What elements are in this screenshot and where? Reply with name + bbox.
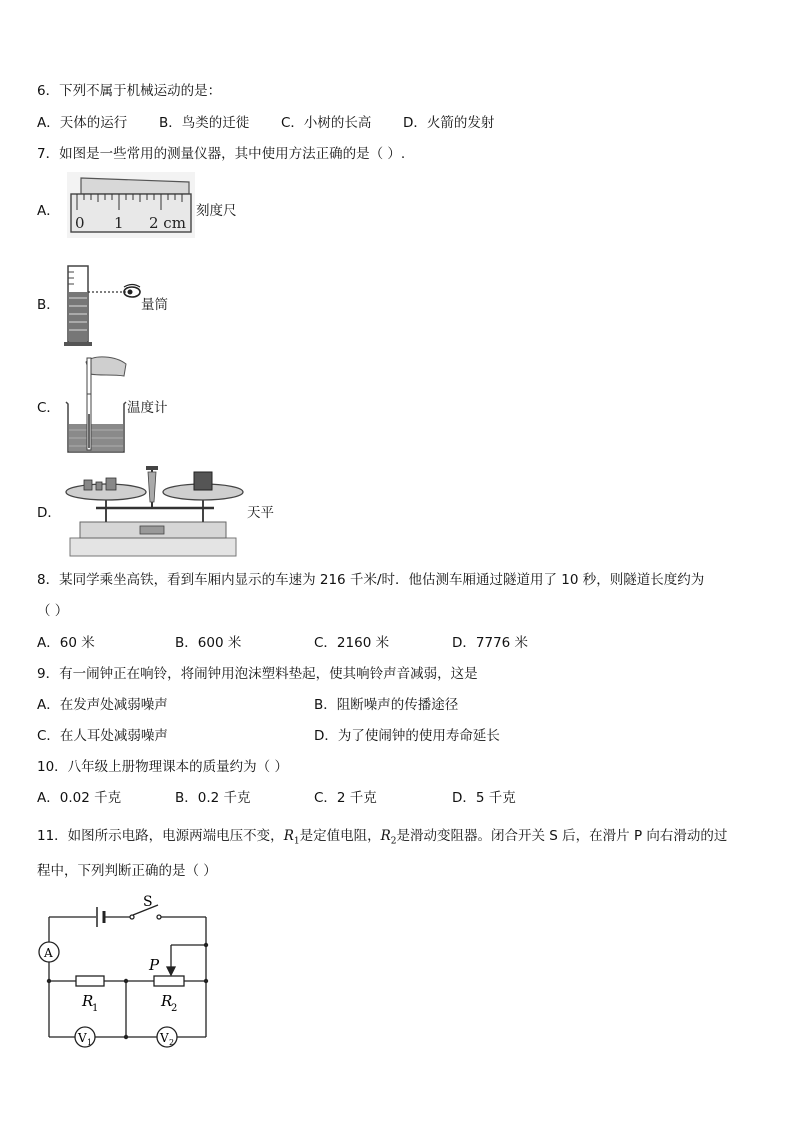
v1-subscript: 1: [87, 1038, 93, 1047]
ruler-mark-0: 0: [75, 214, 85, 232]
q8-option-a: A．60 米: [37, 635, 95, 651]
balance-scale-figure: [60, 462, 246, 557]
q7-option-d-letter: D．: [37, 505, 61, 521]
q10-option-c: C．2 千克: [314, 790, 377, 806]
q9-stem: 9．有一闹钟正在响铃，将闹钟用泡沫塑料垫起，使其响铃声音减弱，这是: [37, 666, 478, 682]
q9-option-d: D．为了使闹钟的使用寿命延长: [314, 728, 500, 744]
ruler-measure-figure: [67, 172, 195, 238]
q6-option-d: D．火箭的发射: [403, 115, 495, 131]
r1-label: R: [82, 992, 94, 1010]
r1-subscript: 1: [92, 1003, 99, 1014]
slider-label: P: [149, 956, 160, 974]
r2-label: R: [161, 992, 173, 1010]
q7-option-d-caption: 天平: [247, 505, 274, 521]
q10-option-b: B．0.2 千克: [175, 790, 251, 806]
circuit-diagram: [30, 893, 220, 1053]
switch-label: S: [143, 894, 153, 910]
q9-option-a: A．在发声处减弱噪声: [37, 697, 168, 713]
q7-option-b-caption: 量筒: [141, 297, 168, 313]
q8-blank: （ ）: [37, 603, 69, 619]
v2-subscript: 2: [169, 1038, 175, 1047]
ruler-mark-2: 2 cm: [149, 214, 186, 232]
q8-stem: 8．某同学乘坐高铁，看到车厢内显示的车速为 216 千米/时．他估测车厢通过隧道用了 10 秒，则隧道长度约为: [37, 572, 705, 588]
q7-option-c-letter: C．: [37, 400, 60, 416]
resistor-r1: [76, 976, 104, 986]
ruler-mark-1: 1: [114, 214, 124, 232]
graduated-cylinder-figure: [62, 262, 144, 348]
q11-stem-line2: 程中，下列判断正确的是（ ）: [37, 863, 217, 879]
v1-label: V: [78, 1031, 87, 1045]
ammeter-label: A: [44, 946, 53, 960]
q10-option-d: D．5 千克: [452, 790, 516, 806]
q7-option-b-letter: B．: [37, 297, 60, 313]
resistor-r2: [154, 976, 184, 986]
v2-label: V: [160, 1031, 169, 1045]
q8-option-c: C．2160 米: [314, 635, 390, 651]
q9-option-c: C．在人耳处减弱噪声: [37, 728, 168, 744]
q9-option-b: B．阻断噪声的传播途径: [314, 697, 459, 713]
thermometer-beaker-figure: [64, 354, 130, 458]
q8-option-d: D．7776 米: [452, 635, 529, 651]
switch-contact: [157, 915, 161, 919]
q8-option-b: B．600 米: [175, 635, 242, 651]
q7-option-a-caption: 刻度尺: [196, 203, 237, 219]
slider-arrow: [167, 967, 175, 975]
q10-option-a: A．0.02 千克: [37, 790, 122, 806]
q7-option-c-caption: 温度计: [127, 400, 168, 416]
q6-stem: 6．下列不属于机械运动的是：: [37, 83, 222, 99]
q6-option-a: A．天体的运行: [37, 115, 128, 131]
q6-option-c: C．小树的长高: [281, 115, 372, 131]
switch-pivot: [130, 915, 134, 919]
q11-stem-line1: 11．如图所示电路，电源两端电压不变，$R_1$是定值电阻，$R_2$是滑动变阻器。闭合开关 S 后，在滑片 P 向右滑动的过: [37, 828, 728, 847]
r2-subscript: 2: [171, 1003, 178, 1014]
q10-stem: 10．八年级上册物理课本的质量约为（ ）: [37, 759, 288, 775]
q7-stem: 7．如图是一些常用的测量仪器，其中使用方法正确的是（ ）.: [37, 146, 406, 162]
q6-option-b: B．鸟类的迁徙: [159, 115, 250, 131]
q7-option-a-letter: A．: [37, 203, 60, 219]
